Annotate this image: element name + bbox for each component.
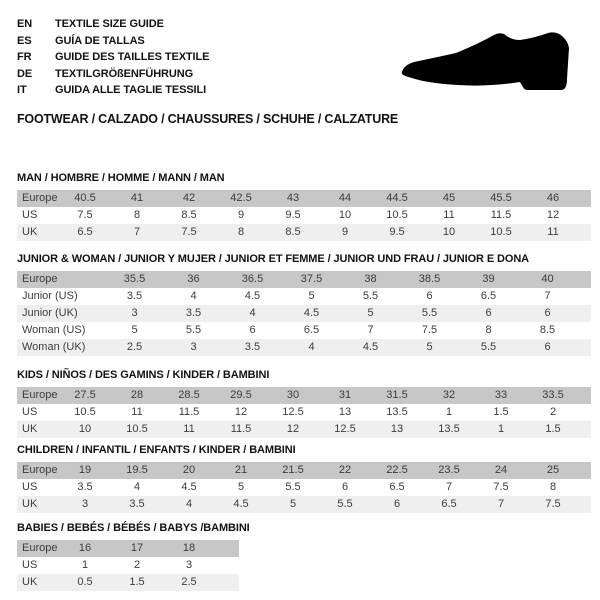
filler-cell — [579, 479, 591, 496]
table-row — [17, 462, 591, 479]
size-value-cell: 9.5 — [285, 208, 301, 221]
table-title: KIDS / NIÑOS / DES GAMINS / KINDER / BAMBINI — [17, 368, 270, 381]
table-row — [17, 224, 591, 241]
table-row — [17, 479, 591, 496]
size-value-cell: 4 — [133, 480, 141, 493]
size-value-cell: 19.5 — [111, 462, 163, 479]
size-value-cell: 1.5 — [493, 405, 509, 418]
filler-cell — [215, 574, 239, 591]
size-value-cell: 35.5 — [105, 271, 164, 288]
size-value-cell: 28 — [111, 387, 163, 404]
size-value-cell: 10 — [423, 224, 475, 241]
size-value-cell: 11.5 — [178, 405, 200, 418]
size-value-cell: 4.5 — [215, 496, 267, 513]
table-row — [17, 496, 591, 513]
size-value-cell: 5 — [131, 323, 138, 336]
filler-cell — [215, 540, 239, 557]
size-value-cell: 42.5 — [215, 190, 267, 207]
row-label-cell: UK — [17, 224, 59, 241]
table-title: MAN / HOMBRE / HOMME / MANN / MAN — [17, 171, 225, 184]
size-value-cell: 4.5 — [341, 339, 400, 356]
size-value-cell: 19 — [59, 462, 111, 479]
size-value-cell: 3 — [105, 305, 164, 322]
table-row — [17, 190, 591, 207]
size-value-cell: 10.5 — [74, 405, 96, 418]
language-code: DE — [17, 67, 33, 80]
size-value-cell: 6.5 — [423, 496, 475, 513]
table-row — [17, 387, 591, 404]
size-value-cell: 13.5 — [423, 421, 475, 438]
size-value-cell: 11 — [443, 208, 455, 221]
size-value-cell: 8 — [485, 323, 492, 336]
filler-cell — [577, 339, 591, 356]
size-value-cell: 12.5 — [319, 421, 371, 438]
filler-cell — [577, 288, 591, 305]
size-value-cell: 40.5 — [59, 190, 111, 207]
size-value-cell: 22.5 — [371, 462, 423, 479]
size-table — [17, 190, 591, 241]
size-value-cell: 10 — [338, 208, 352, 221]
size-value-cell: 4.5 — [181, 480, 197, 493]
row-label-cell: US — [22, 558, 38, 571]
size-value-cell: 8.5 — [181, 208, 197, 221]
filler-cell — [577, 322, 591, 339]
row-label-cell: UK — [17, 421, 59, 438]
size-value-cell: 17 — [111, 540, 163, 557]
row-label-cell: US — [22, 480, 38, 493]
size-value-cell: 0.5 — [59, 574, 111, 591]
size-value-cell: 4 — [163, 496, 215, 513]
size-value-cell: 5.5 — [285, 480, 301, 493]
size-value-cell: 5 — [400, 339, 459, 356]
language-label: GUÍA DE TALLAS — [55, 34, 145, 47]
size-value-cell: 20 — [163, 462, 215, 479]
size-value-cell: 2.5 — [105, 339, 164, 356]
size-value-cell: 3.5 — [223, 339, 282, 356]
row-label-cell: UK — [17, 574, 59, 591]
table-row — [17, 288, 591, 305]
size-value-cell: 44 — [319, 190, 371, 207]
size-value-cell: 6 — [426, 289, 433, 302]
size-value-cell: 7.5 — [163, 224, 215, 241]
size-value-cell: 7.5 — [77, 208, 93, 221]
size-value-cell: 3 — [185, 558, 193, 571]
size-value-cell: 6 — [518, 339, 577, 356]
size-value-cell: 9.5 — [371, 224, 423, 241]
row-label-cell: US — [22, 208, 38, 221]
size-value-cell: 6 — [341, 480, 349, 493]
table-row — [17, 339, 591, 356]
language-label: TEXTILE SIZE GUIDE — [55, 18, 164, 30]
size-value-cell: 7 — [475, 496, 527, 513]
size-value-cell: 40 — [518, 271, 577, 288]
table-row — [17, 574, 239, 591]
size-value-cell: 10.5 — [386, 208, 408, 221]
size-value-cell: 21.5 — [267, 462, 319, 479]
size-value-cell: 36 — [164, 271, 223, 288]
size-value-cell: 3 — [164, 339, 223, 356]
filler-cell — [579, 190, 591, 207]
size-value-cell: 39 — [459, 271, 518, 288]
language-label: GUIDE DES TAILLES TEXTILE — [55, 51, 210, 64]
size-value-cell: 27.5 — [59, 387, 111, 404]
filler-cell — [215, 557, 239, 574]
size-value-cell: 9 — [237, 208, 245, 221]
size-value-cell: 42 — [163, 190, 215, 207]
size-value-cell: 11 — [527, 224, 579, 241]
size-value-cell: 13.5 — [386, 405, 408, 418]
size-value-cell: 1.5 — [527, 421, 579, 438]
filler-cell — [579, 207, 591, 224]
size-table-section — [17, 172, 591, 241]
size-value-cell: 11.5 — [490, 208, 512, 221]
size-value-cell: 33.5 — [527, 387, 579, 404]
size-value-cell: 45 — [423, 190, 475, 207]
size-value-cell: 13 — [338, 405, 352, 418]
filler-cell — [579, 404, 591, 421]
size-value-cell: 7 — [445, 480, 453, 493]
table-row — [17, 207, 591, 224]
size-value-cell: 6.5 — [480, 289, 497, 302]
size-value-cell: 4 — [282, 339, 341, 356]
size-value-cell: 5.5 — [185, 323, 202, 336]
size-value-cell: 10.5 — [475, 224, 527, 241]
size-value-cell: 8 — [215, 224, 267, 241]
size-value-cell: 6.5 — [59, 224, 111, 241]
row-label-cell: Europe — [17, 271, 105, 288]
size-value-cell: 8 — [133, 208, 141, 221]
size-value-cell: 6.5 — [303, 323, 320, 336]
table-title: JUNIOR & WOMAN / JUNIOR Y MUJER / JUNIOR ET FEMME / JUNIOR UND FRAU / JUNIOR E DONA — [17, 252, 530, 265]
size-value-cell: 12 — [546, 208, 560, 221]
size-value-cell: 43 — [267, 190, 319, 207]
size-tables — [17, 172, 591, 591]
dress-shoe-icon — [398, 31, 570, 93]
filler-cell — [579, 421, 591, 438]
size-value-cell: 4 — [223, 305, 282, 322]
size-value-cell: 5.5 — [400, 305, 459, 322]
size-value-cell: 7.5 — [421, 323, 438, 336]
filler-cell — [579, 462, 591, 479]
size-value-cell: 5 — [341, 305, 400, 322]
size-value-cell: 32 — [423, 387, 475, 404]
size-value-cell: 29.5 — [215, 387, 267, 404]
size-value-cell: 2.5 — [163, 574, 215, 591]
row-label-cell: Europe — [17, 462, 59, 479]
size-value-cell: 11 — [131, 405, 143, 418]
row-label-cell: Woman (US) — [22, 323, 86, 336]
size-value-cell: 2 — [549, 405, 557, 418]
size-value-cell: 44.5 — [371, 190, 423, 207]
row-label-cell: Junior (UK) — [17, 305, 105, 322]
size-value-cell: 31.5 — [371, 387, 423, 404]
size-value-cell: 18 — [163, 540, 215, 557]
row-label-cell: US — [22, 405, 38, 418]
size-value-cell: 38 — [341, 271, 400, 288]
size-table — [17, 387, 591, 438]
table-row — [17, 557, 239, 574]
size-value-cell: 9 — [319, 224, 371, 241]
table-row — [17, 322, 591, 339]
filler-cell — [579, 387, 591, 404]
size-value-cell: 3 — [59, 496, 111, 513]
size-value-cell: 5.5 — [459, 339, 518, 356]
size-value-cell: 11 — [163, 421, 215, 438]
size-table-section — [17, 369, 591, 438]
header — [17, 16, 591, 127]
size-table-section — [17, 253, 591, 356]
size-value-cell: 6 — [249, 323, 256, 336]
table-row — [17, 540, 239, 557]
size-value-cell: 16 — [59, 540, 111, 557]
size-value-cell: 11.5 — [215, 421, 267, 438]
size-value-cell: 12.5 — [282, 405, 304, 418]
size-value-cell: 28.5 — [163, 387, 215, 404]
size-value-cell: 25 — [527, 462, 579, 479]
filler-cell — [579, 496, 591, 513]
language-code: EN — [17, 18, 33, 30]
size-value-cell: 1 — [81, 558, 89, 571]
size-value-cell: 30 — [267, 387, 319, 404]
size-value-cell: 6 — [459, 305, 518, 322]
size-value-cell: 8.5 — [539, 323, 556, 336]
size-value-cell: 33 — [475, 387, 527, 404]
table-row — [17, 421, 591, 438]
row-label-cell: Junior (US) — [22, 289, 78, 302]
size-value-cell: 41 — [111, 190, 163, 207]
size-value-cell: 21 — [215, 462, 267, 479]
size-value-cell: 4.5 — [282, 305, 341, 322]
size-value-cell: 38.5 — [400, 271, 459, 288]
size-value-cell: 24 — [475, 462, 527, 479]
size-value-cell: 5.5 — [319, 496, 371, 513]
language-code: IT — [17, 84, 27, 97]
size-table-section — [17, 522, 591, 591]
row-label-cell: Europe — [17, 387, 59, 404]
size-value-cell: 4.5 — [244, 289, 261, 302]
size-value-cell: 5 — [308, 289, 315, 302]
size-value-cell: 4 — [190, 289, 197, 302]
size-value-cell: 5 — [237, 480, 245, 493]
size-value-cell: 7 — [544, 289, 551, 302]
size-value-cell: 22 — [319, 462, 371, 479]
size-value-cell: 6 — [518, 305, 577, 322]
size-value-cell: 3.5 — [126, 289, 143, 302]
size-value-cell: 7 — [111, 224, 163, 241]
size-value-cell: 31 — [319, 387, 371, 404]
filler-cell — [579, 224, 591, 241]
size-value-cell: 23.5 — [423, 462, 475, 479]
language-code: FR — [17, 51, 32, 64]
table-row — [17, 404, 591, 421]
filler-cell — [577, 271, 591, 288]
row-label-cell: Europe — [17, 190, 59, 207]
size-table — [17, 462, 591, 513]
size-value-cell: 7.5 — [527, 496, 579, 513]
language-label: TEXTILGRÖßENFÜHRUNG — [55, 67, 194, 80]
size-value-cell: 1.5 — [111, 574, 163, 591]
size-value-cell: 5 — [267, 496, 319, 513]
category-heading: FOOTWEAR / CALZADO / CHAUSSURES / SCHUHE / CALZATURE — [17, 111, 399, 126]
size-value-cell: 45.5 — [475, 190, 527, 207]
size-value-cell: 12 — [267, 421, 319, 438]
size-table — [17, 540, 239, 591]
row-label-cell: Woman (UK) — [17, 339, 105, 356]
size-value-cell: 1 — [445, 405, 453, 418]
table-row — [17, 305, 591, 322]
size-table-section — [17, 444, 591, 513]
size-value-cell: 10.5 — [111, 421, 163, 438]
language-code: ES — [17, 34, 32, 47]
row-label-cell: Europe — [17, 540, 59, 557]
size-value-cell: 3.5 — [164, 305, 223, 322]
filler-cell — [577, 305, 591, 322]
size-value-cell: 8.5 — [267, 224, 319, 241]
size-value-cell: 5.5 — [362, 289, 379, 302]
size-value-cell: 3.5 — [77, 480, 93, 493]
size-value-cell: 46 — [527, 190, 579, 207]
table-row — [17, 271, 591, 288]
table-title: CHILDREN / INFANTIL / ENFANTS / KINDER / BAMBINI — [17, 443, 296, 456]
size-value-cell: 6.5 — [389, 480, 405, 493]
size-value-cell: 8 — [549, 480, 557, 493]
size-value-cell: 2 — [133, 558, 141, 571]
size-value-cell: 36.5 — [223, 271, 282, 288]
size-table — [17, 271, 591, 356]
size-value-cell: 10 — [59, 421, 111, 438]
size-value-cell: 6 — [371, 496, 423, 513]
size-value-cell: 7.5 — [493, 480, 509, 493]
size-value-cell: 37.5 — [282, 271, 341, 288]
size-value-cell: 13 — [371, 421, 423, 438]
size-value-cell: 7 — [367, 323, 374, 336]
row-label-cell: UK — [17, 496, 59, 513]
language-label: GUIDA ALLE TAGLIE TESSILI — [55, 84, 207, 97]
size-value-cell: 12 — [234, 405, 248, 418]
table-title: BABIES / BEBÉS / BÉBÉS / BABYS /BAMBINI — [17, 521, 250, 534]
size-value-cell: 3.5 — [111, 496, 163, 513]
size-value-cell: 1 — [475, 421, 527, 438]
